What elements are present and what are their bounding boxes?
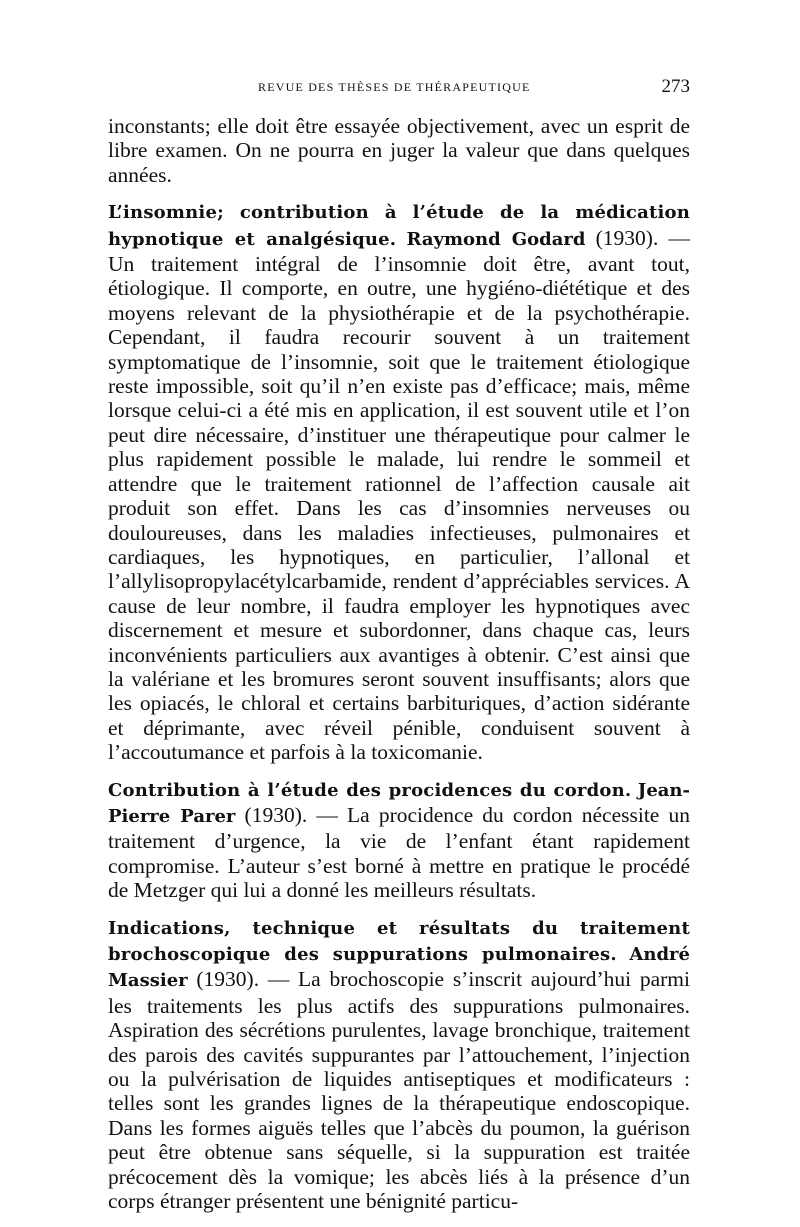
thesis-entry-suppurations bbox=[108, 915, 690, 1214]
thesis-entry-insomnie bbox=[108, 199, 690, 764]
continuation-paragraph: inconstants; elle doit être essayée objectivement, avec un esprit de libre examen. On ne pourra en juger la valeur que dans quelques années. bbox=[108, 114, 690, 187]
running-header bbox=[108, 76, 690, 100]
entry-text: — La brochoscopie s’inscrit aujourd’hui parmi les traitements les plus actifs des suppurations pulmonaires. Aspiration des sécrétions purulentes, lavage bronchique, traitement des parois des cavités suppurantes par l’attouchement, l’injection ou la pulvérisation de liquides antiseptiques et modificateurs : telles sont les grandes lignes de la thérapeutique endoscopique. Dans les formes aiguës telles que l’abcès du poumon, la guérison peut être obtenue sans séquelle, si la suppuration est traitée précocement dès la vomique; les abcès liés à la présence d’un corps étranger présentent une bénignité particu- bbox=[108, 967, 691, 1214]
running-title: REVUE DES THÈSES DE THÉRAPEUTIQUE bbox=[258, 80, 531, 94]
entry-year: (1930). bbox=[595, 225, 659, 250]
entry-author: André Massier bbox=[108, 944, 690, 992]
page-number: 273 bbox=[661, 76, 690, 97]
entry-title: L’insomnie; contribution à l’étude de la médication hypnotique et analgésique. bbox=[108, 202, 690, 250]
document-page bbox=[108, 76, 690, 1213]
thesis-entry-procidences bbox=[108, 777, 690, 903]
entry-year: (1930). bbox=[244, 802, 308, 827]
entry-title: Indications, technique et résultats du traitement brochoscopique des suppurations pulmonaires. bbox=[108, 917, 690, 965]
entry-text: — Un traitement intégral de l’insomnie doit être, avant tout, étiologique. Il comporte, en outre, une hygiéno-diététique et des moyens relevant de la physiothérapie et de la psychothérapie. Cependant, il faudra recourir souvent à un traitement symptomatique de l’insomnie, soit que le traitement étiologique reste impossible, soit qu’il n’en existe pas d’efficace; mais, même lorsque celui-ci a été mis en application, il est souvent utile et l’on peut dire nécessaire, d’instituer une thérapeutique pour calmer le plus rapidement possible le malade, lui rendre le sommeil et attendre que le traitement rationnel de l’affection causale ait produit son effet. Dans les cas d’insomnies nerveuses ou douloureuses, dans les maladies infectieuses, pulmonaires et cardiaques, les hypnotiques, en particulier, l’allonal et l’allylisopropylacétylcarbamide, rendent d’appréciables services. A cause de leur nombre, il faudra employer les hypnotiques avec discernement et mesure et subordonner, dans chaque cas, leurs inconvénients particuliers aux avantiges à obtenir. C’est ainsi que la valériane et les bromures seront souvent insuffisants; alors que les opiacés, le chloral et certains barbituriques, d’action sidérante et déprimante, avec réveil pénible, conduisent souvent à l’accoutumance et parfois à la toxicomanie. bbox=[108, 225, 691, 765]
entry-text: — La procidence du cordon nécessite un traitement d’urgence, la vie de l’enfant étant rapidement compromise. L’auteur s’est borné à mettre en pratique le procédé de Metzger qui lui a donné les meilleurs résultats. bbox=[108, 802, 690, 903]
entry-title: Contribution à l’étude des procidences du cordon. bbox=[108, 779, 632, 801]
entry-author: Jean-Pierre Parer bbox=[108, 779, 690, 827]
entry-year: (1930). bbox=[196, 967, 260, 992]
entry-author: Raymond Godard bbox=[406, 228, 586, 250]
